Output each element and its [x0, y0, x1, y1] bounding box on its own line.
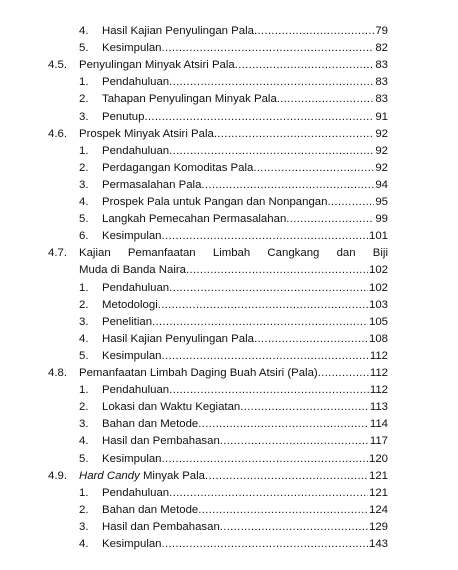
- dot-leader: [254, 331, 368, 348]
- toc-entry-title: Permasalahan Pala: [102, 178, 202, 191]
- toc-subsection-row[interactable]: [0, 109, 458, 126]
- toc-subsection-row[interactable]: [0, 536, 458, 553]
- toc-entry-number: 4.: [79, 538, 89, 550]
- toc-entry-title: Kesimpulan: [102, 230, 162, 243]
- dot-leader: [201, 177, 374, 194]
- toc-entry: [102, 348, 388, 365]
- toc-subsection-row[interactable]: [0, 314, 458, 331]
- dot-leader: [158, 297, 368, 314]
- toc-entry: [79, 468, 388, 485]
- toc-entry-number: 2.: [79, 161, 89, 174]
- toc-entry: [102, 91, 388, 108]
- toc-entry: [79, 126, 388, 143]
- dot-leader: [169, 485, 368, 502]
- toc-entry-page-number: 99: [375, 213, 388, 226]
- toc-entry: [102, 416, 388, 433]
- toc-entry-title: Pemanfaatan Limbah Daging Buah Atsiri (Pala): [79, 367, 318, 379]
- toc-entry-page-number: 129: [368, 520, 388, 533]
- toc-entry-page-number: 112: [369, 384, 388, 397]
- toc-subsection-row[interactable]: [0, 519, 458, 536]
- toc-entry-title-line2: Muda di Banda Naira: [79, 264, 187, 277]
- dot-leader: [162, 536, 368, 553]
- toc-entry-page-number: 92: [375, 127, 388, 140]
- toc-entry-number: 2.: [79, 401, 89, 414]
- toc-entry-number: 5.: [79, 452, 89, 465]
- toc-entry: [102, 485, 388, 502]
- toc-entry-number: 2.: [79, 93, 89, 106]
- dot-leader: [235, 57, 375, 74]
- toc-entry-page-number: 112: [369, 367, 388, 379]
- toc-subsection-row[interactable]: [0, 451, 458, 468]
- toc-entry-page-number: 117: [369, 435, 388, 448]
- toc-entry-title: Tahapan Penyulingan Minyak Pala: [102, 93, 277, 106]
- toc-entry-number: 5.: [79, 349, 89, 362]
- toc-entry-number: 4.6.: [48, 127, 67, 140]
- toc-entry: [102, 23, 388, 40]
- toc-subsection-row[interactable]: [0, 160, 458, 177]
- toc-entry-number: 5.: [79, 42, 89, 55]
- toc-entry: [102, 382, 388, 399]
- dot-leader: [220, 433, 369, 450]
- toc-entry: [102, 519, 388, 536]
- toc-entry-title: Pendahuluan: [102, 144, 170, 157]
- toc-entry-page-number: 83: [375, 93, 388, 106]
- toc-entry-page-number: 124: [368, 503, 388, 516]
- toc-entry-title: Perdagangan Komoditas Pala: [102, 161, 254, 174]
- toc-entry-number: 4.9.: [48, 469, 67, 482]
- toc-entry: [102, 194, 388, 211]
- toc-entry-page-number: 94: [375, 178, 388, 191]
- toc-subsection-row[interactable]: [0, 331, 458, 348]
- toc-subsection-row[interactable]: [0, 382, 458, 399]
- toc-entry-page-number: 82: [375, 42, 388, 55]
- dot-leader: [327, 194, 374, 211]
- toc-entry-page-number: 112: [369, 349, 388, 362]
- toc-subsection-row[interactable]: [0, 297, 458, 314]
- toc-entry-page-number: 79: [375, 25, 388, 37]
- toc-entry-title: Kesimpulan: [102, 538, 162, 550]
- dot-leader: [198, 416, 369, 433]
- toc-entry: [102, 211, 388, 228]
- toc-subsection-row[interactable]: [0, 143, 458, 160]
- toc-entry-page-number: 120: [368, 452, 388, 465]
- dot-leader: [205, 468, 368, 485]
- toc-subsection-row[interactable]: [0, 485, 458, 502]
- toc-entry-number: 1.: [79, 144, 89, 157]
- toc-entry: [102, 297, 388, 314]
- toc-subsection-row[interactable]: [0, 502, 458, 519]
- toc-entry: [102, 433, 388, 450]
- toc-subsection-row[interactable]: [0, 280, 458, 297]
- toc-entry-page-number: 102: [368, 264, 388, 277]
- toc-entry: [79, 365, 388, 382]
- toc-entry-title: Langkah Pemecahan Permasalahan: [102, 213, 287, 226]
- toc-entry-page-number: 92: [375, 161, 388, 174]
- dot-leader: [162, 40, 375, 57]
- dot-leader: [169, 143, 374, 160]
- dot-leader: [198, 502, 368, 519]
- toc-entry-number: 1.: [79, 486, 89, 499]
- dot-leader: [169, 382, 369, 399]
- toc-entry-title: Pendahuluan: [102, 281, 170, 294]
- toc-entry-page-number: 108: [368, 332, 388, 345]
- toc-entry: [102, 451, 388, 468]
- toc-entry: [102, 536, 388, 553]
- toc-entry-number: 3.: [79, 110, 89, 123]
- dot-leader: [253, 160, 374, 177]
- toc-entry-page-number: 103: [368, 298, 388, 311]
- toc-subsection-row[interactable]: [0, 433, 458, 450]
- dot-leader: [240, 399, 369, 416]
- toc-entry: [102, 109, 388, 126]
- toc-section-row[interactable]: [0, 57, 458, 74]
- toc-entry-title: Hasil dan Pembahasan: [102, 435, 220, 448]
- toc-entry-page-number: 91: [375, 110, 388, 123]
- toc-entry-number: 4.8.: [48, 367, 67, 379]
- dot-leader: [214, 126, 374, 143]
- toc-entry-page-number: 121: [368, 486, 388, 499]
- toc-section-row[interactable]: [0, 365, 458, 382]
- dot-leader: [169, 74, 374, 91]
- toc-entry-title: Hasil Kajian Penyulingan Pala: [102, 332, 254, 345]
- toc-entry-title: Penyulingan Minyak Atsiri Pala: [79, 59, 235, 72]
- toc-entry-number: 4.: [79, 435, 89, 448]
- toc-entry-title: [79, 468, 205, 485]
- toc-entry-title: Bahan dan Metode: [102, 418, 199, 431]
- dot-leader: [152, 314, 368, 331]
- toc-entry-title: Kesimpulan: [102, 452, 162, 465]
- toc-subsection-row[interactable]: [0, 228, 458, 245]
- toc-entry-title: Bahan dan Metode: [102, 503, 199, 516]
- toc-subsection-row[interactable]: [0, 416, 458, 433]
- toc-entry-number: 5.: [79, 213, 89, 226]
- toc-entry-page-number: 121: [368, 469, 388, 482]
- toc-entry-title-line1: Kajian Pemanfaatan Limbah Cangkang dan Biji: [79, 247, 388, 260]
- toc-entry-title: Penelitian: [102, 315, 153, 328]
- toc-entry-title: Prospek Pala untuk Pangan dan Nonpangan: [102, 196, 328, 208]
- toc-subsection-row[interactable]: [0, 177, 458, 194]
- toc-entry-title: Pendahuluan: [102, 384, 170, 397]
- toc-entry-page-number: 92: [375, 144, 388, 157]
- toc-entry-page-number: 102: [368, 281, 388, 294]
- toc-entry-title: Hasil dan Pembahasan: [102, 520, 220, 533]
- toc-subsection-row[interactable]: [0, 211, 458, 228]
- toc-entry-number: 4.5.: [48, 59, 67, 72]
- toc-subsection-row[interactable]: [0, 74, 458, 91]
- toc-subsection-row[interactable]: [0, 348, 458, 365]
- toc-subsection-row[interactable]: [0, 91, 458, 108]
- toc-entry: [102, 502, 388, 519]
- toc-entry: [102, 280, 388, 297]
- dot-leader: [162, 348, 369, 365]
- toc-entry-number: 3.: [79, 178, 89, 191]
- toc-entry-number: 1.: [79, 384, 89, 397]
- toc-entry: [102, 74, 388, 91]
- toc-entry: [102, 228, 388, 245]
- toc-entry-number: 2.: [79, 503, 89, 516]
- toc-entry: [102, 399, 388, 416]
- toc-entry: [79, 262, 388, 279]
- toc-subsection-row[interactable]: [0, 194, 458, 211]
- dot-leader: [186, 262, 368, 279]
- toc-entry-number: 4.: [79, 332, 89, 345]
- toc-entry-title: Pendahuluan: [102, 486, 170, 499]
- toc-entry-number: 1.: [79, 76, 89, 89]
- toc-entry-number: 2.: [79, 298, 89, 311]
- toc-entry: [102, 40, 388, 57]
- dot-leader: [169, 280, 368, 297]
- toc-section-row[interactable]: [0, 126, 458, 143]
- dot-leader: [254, 23, 374, 40]
- toc-entry-number: 3.: [79, 418, 89, 431]
- toc-entry-title: Kesimpulan: [102, 349, 162, 362]
- toc-entry-title: Kesimpulan: [102, 42, 162, 55]
- toc-entry-number: 3.: [79, 520, 89, 533]
- toc-entry-page-number: 101: [368, 230, 388, 243]
- toc-subsection-row[interactable]: [0, 399, 458, 416]
- toc-entry-title: Prospek Minyak Atsiri Pala: [79, 127, 214, 140]
- toc-entry-title: Lokasi dan Waktu Kegiatan: [102, 401, 241, 414]
- toc-entry-page-number: 114: [369, 418, 388, 431]
- toc-section-row[interactable]: [0, 468, 458, 485]
- toc-entry-number: 1.: [79, 281, 89, 294]
- toc-subsection-row[interactable]: [0, 40, 458, 57]
- toc-entry-page-number: 83: [375, 76, 388, 89]
- toc-entry: [102, 177, 388, 194]
- dot-leader: [220, 519, 368, 536]
- toc-section-row-continued[interactable]: [0, 262, 458, 279]
- dot-leader: [144, 109, 374, 126]
- toc-entry: [102, 314, 388, 331]
- dot-leader: [318, 365, 369, 382]
- toc-entry: [102, 331, 388, 348]
- toc-entry-number: 4.: [79, 25, 89, 37]
- toc-entry: [79, 57, 388, 74]
- toc-entry-title: Metodologi: [102, 298, 158, 311]
- toc-entry-number: 4.: [79, 196, 89, 208]
- dot-leader: [277, 91, 375, 108]
- toc-entry-page-number: 143: [368, 538, 388, 550]
- toc-entry-page-number: 95: [375, 196, 388, 208]
- toc-entry-title-italic: Hard Candy: [79, 469, 140, 482]
- toc-entry-title: Pendahuluan: [102, 76, 170, 89]
- toc-entry-title-rest: Minyak Pala: [139, 469, 205, 482]
- toc-entry-page-number: 105: [368, 315, 388, 328]
- toc-subsection-row[interactable]: [0, 23, 458, 40]
- toc-entry: [102, 160, 388, 177]
- toc-entry-number: 3.: [79, 315, 89, 328]
- toc-entry-title: Hasil Kajian Penyulingan Pala: [102, 25, 254, 37]
- toc-entry-number: 6.: [79, 230, 89, 243]
- dot-leader: [162, 228, 368, 245]
- toc-section-row[interactable]: [0, 245, 458, 262]
- toc-entry: [102, 143, 388, 160]
- toc-entry-page-number: 113: [369, 401, 388, 414]
- toc-entry-title: Penutup: [102, 110, 145, 123]
- dot-leader: [162, 451, 368, 468]
- toc-entry-number: 4.7.: [48, 247, 67, 260]
- toc-entry-page-number: 83: [375, 59, 388, 72]
- dot-leader: [286, 211, 374, 228]
